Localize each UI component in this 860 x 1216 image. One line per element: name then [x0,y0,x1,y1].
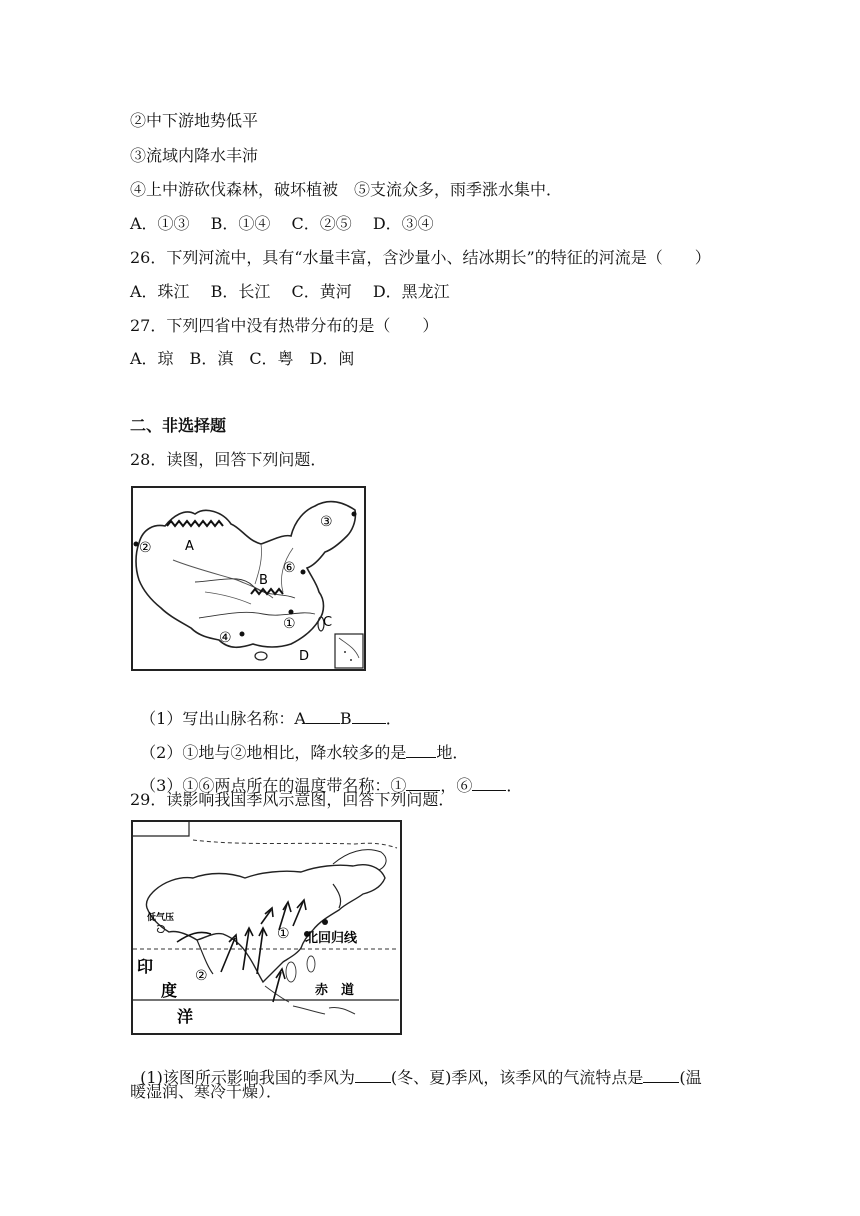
q29-stem: 29．读影响我国季风示意图，回答下列问题． [130,790,455,809]
indian-ocean-label-1: 印 [137,957,154,976]
q27-choices: A．琼 B．滇 C．粤 D．闽 [130,349,355,368]
equator-label: 赤 道 [315,983,355,998]
label-b: B [259,573,268,588]
q29-part1-mid: (冬、夏)季风，该季风的气流特点是 [390,1068,644,1087]
q28-stem: 28．读图，回答下列问题． [130,450,327,469]
indian-ocean-label-2: 度 [161,981,178,1000]
option-statement-3: ③流域内降水丰沛 [130,146,259,165]
answer-blank-b[interactable] [352,709,386,724]
q28-part1-text: （1）写出山脉名称：A [140,709,306,728]
q28-part2-text: （2）①地与②地相比，降水较多的是 [140,743,407,762]
tropic-label: 北回归线 [305,931,358,946]
marker-1: ① [277,926,290,942]
label-d: D [299,649,310,664]
q26-choices: A．珠江 B．长江 C．黄河 D．黑龙江 [130,282,450,301]
answer-blank-season[interactable] [355,1068,391,1083]
q27-stem: 27．下列四省中没有热带分布的是（ ） [130,316,439,335]
marker-1: ① [283,616,296,632]
q28-part3-end: ． [506,776,523,795]
answer-blank-airflow[interactable] [643,1068,679,1083]
option-statement-4-5: ④上中游砍伐森林，破坏植被 ⑤支流众多，雨季涨水集中． [130,180,563,199]
label-c: C [323,615,333,630]
q25-choices: A．①③ B．①④ C．②⑤ D．③④ [130,214,434,233]
mountain-range-b [251,589,283,594]
q28-part2-end: 地． [436,743,469,762]
section-heading: 二、非选择题 [130,416,227,435]
low-pressure-label: 低气压 [147,913,175,923]
label-a: A [185,539,194,554]
q29-part1-line2: 暖湿润、寒冷干燥）． [130,1082,283,1101]
indian-ocean-label-3: 洋 [177,1007,194,1026]
marker-4: ④ [219,630,232,646]
marker-6: ⑥ [283,560,296,576]
answer-blank-a[interactable] [306,709,340,724]
q28-part1-b: B [339,709,352,728]
q29-part1-end: (温 [679,1068,702,1087]
q26-stem: 26．下列河流中，具有“水量丰富，含沙量小、结冰期长”的特征的河流是（ ） [130,248,711,267]
q29-part1-text: (1)该图所示影响我国的季风为 [140,1068,355,1087]
marker-3: ③ [320,514,333,530]
marker-2: ② [195,968,208,984]
answer-blank-zone-6[interactable] [472,776,506,791]
mountain-range-a [167,521,223,526]
option-statement-2: ②中下游地势低平 [130,111,259,130]
china-map [131,486,366,671]
south-china-sea-inset [335,634,363,668]
marker-2: ② [139,540,152,556]
q28-part3-mid: ，⑥ [440,776,473,795]
monsoon-map [131,820,402,1035]
answer-blank-zone-1[interactable] [406,776,440,791]
q28-part1-end: ． [385,709,402,728]
q28-part3-text: （3）①⑥两点所在的温度带名称：① [140,776,407,795]
